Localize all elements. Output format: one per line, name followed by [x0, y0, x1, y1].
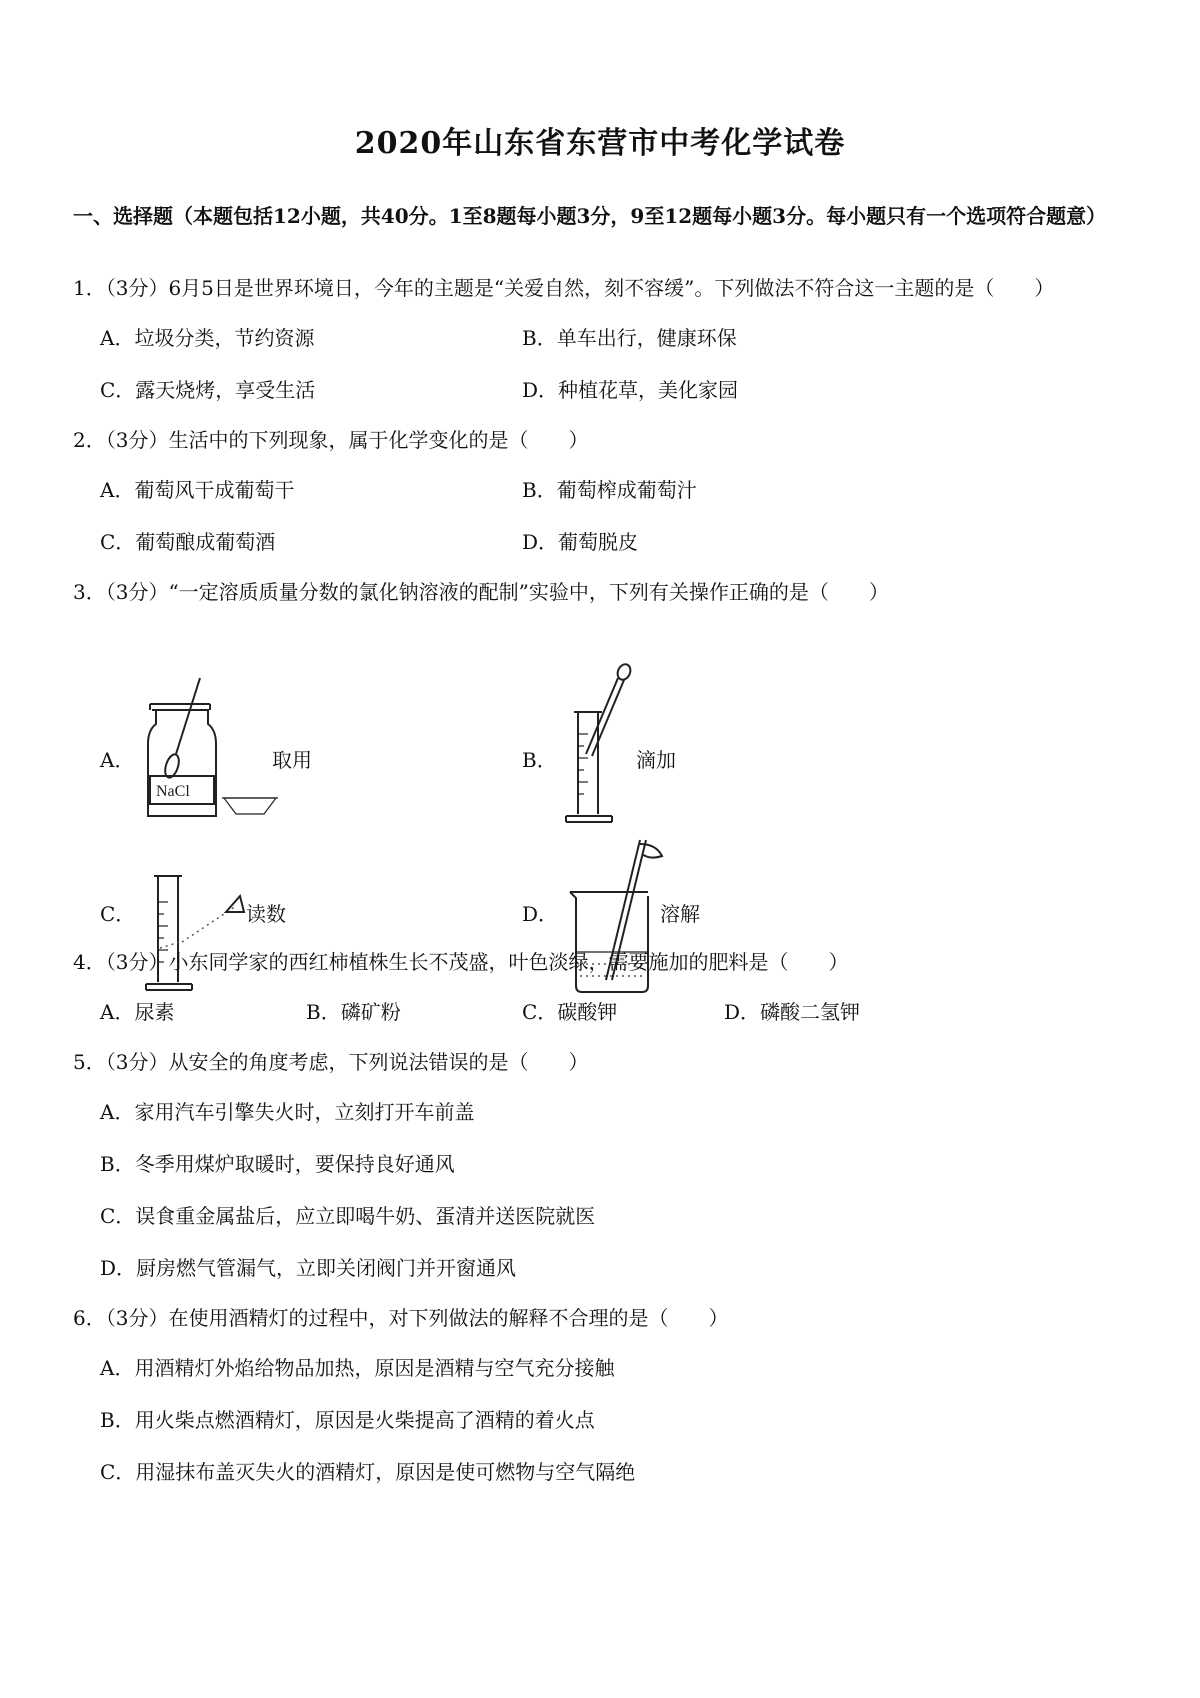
question-3-caption-d: 溶解: [660, 902, 700, 926]
question-2-option-a: A．葡萄风干成葡萄干: [100, 478, 295, 502]
question-1-option-b: B．单车出行，健康环保: [522, 326, 737, 350]
question-4-option-b: B．磷矿粉: [306, 1000, 401, 1024]
question-6-stem: 6．（3分）在使用酒精灯的过程中，对下列做法的解释不合理的是（ ）: [73, 1306, 729, 1330]
question-1-option-a: A．垃圾分类，节约资源: [100, 326, 315, 350]
question-5-option-c: C．误食重金属盐后，应立即喝牛奶、蛋清并送医院就医: [100, 1204, 596, 1228]
question-3-option-c: C．: [100, 902, 136, 926]
page-title: 2020年山东省东营市中考化学试卷: [354, 126, 846, 161]
question-1-option-d: D．种植花草，美化家园: [522, 378, 739, 402]
question-3-option-a: A．: [100, 748, 135, 772]
question-6-option-c: C．用湿抹布盖灭失火的酒精灯，原因是使可燃物与空气隔绝: [100, 1460, 636, 1484]
question-2-option-b: B．葡萄榨成葡萄汁: [522, 478, 697, 502]
question-6-option-b: B．用火柴点燃酒精灯，原因是火柴提高了酒精的着火点: [100, 1408, 595, 1432]
section-heading: 一、选择题（本题包括12小题，共40分。1至8题每小题3分，9至12题每小题3分。每小题只有一个选项符合题意）: [73, 204, 1107, 228]
question-3-stem: 3．（3分）“一定溶质质量分数的氯化钠溶液的配制”实验中，下列有关操作正确的是（ ）: [73, 580, 889, 604]
question-1-stem: 1．（3分）6月5日是世界环境日，今年的主题是“关爱自然，刻不容缓”。下列做法不符合这一主题的是（ ）: [73, 276, 1055, 300]
figure-c-cylinder-reading: [140, 832, 260, 1002]
question-4-option-a: A．尿素: [100, 1000, 175, 1024]
question-4-stem: 4．（3分）小东同学家的西红柿植株生长不茂盛，叶色淡绿，需要施加的肥料是（ ）: [73, 950, 849, 974]
question-1-option-c: C．露天烧烤，享受生活: [100, 378, 316, 402]
nacl-bottle-label: NaCl: [156, 783, 190, 800]
question-6-option-a: A．用酒精灯外焰给物品加热，原因是酒精与空气充分接触: [100, 1356, 615, 1380]
question-4-option-c: C．碳酸钾: [522, 1000, 618, 1024]
question-5-stem: 5．（3分）从安全的角度考虑，下列说法错误的是（ ）: [73, 1050, 589, 1074]
question-3-caption-a: 取用: [272, 748, 312, 772]
question-3-caption-c: 读数: [246, 902, 286, 926]
question-5-option-d: D．厨房燃气管漏气，立即关闭阀门并开窗通风: [100, 1256, 517, 1280]
question-5-option-b: B．冬季用煤炉取暖时，要保持良好通风: [100, 1152, 455, 1176]
question-2-option-d: D．葡萄脱皮: [522, 530, 639, 554]
question-3-caption-b: 滴加: [636, 748, 676, 772]
question-3-option-b: B．: [522, 748, 557, 772]
question-2-stem: 2．（3分）生活中的下列现象，属于化学变化的是（ ）: [73, 428, 589, 452]
question-4-option-d: D．磷酸二氢钾: [724, 1000, 861, 1024]
question-3-option-d: D．: [522, 902, 559, 926]
question-5-option-a: A．家用汽车引擎失火时，立刻打开车前盖: [100, 1100, 475, 1124]
question-2-option-c: C．葡萄酿成葡萄酒: [100, 530, 276, 554]
